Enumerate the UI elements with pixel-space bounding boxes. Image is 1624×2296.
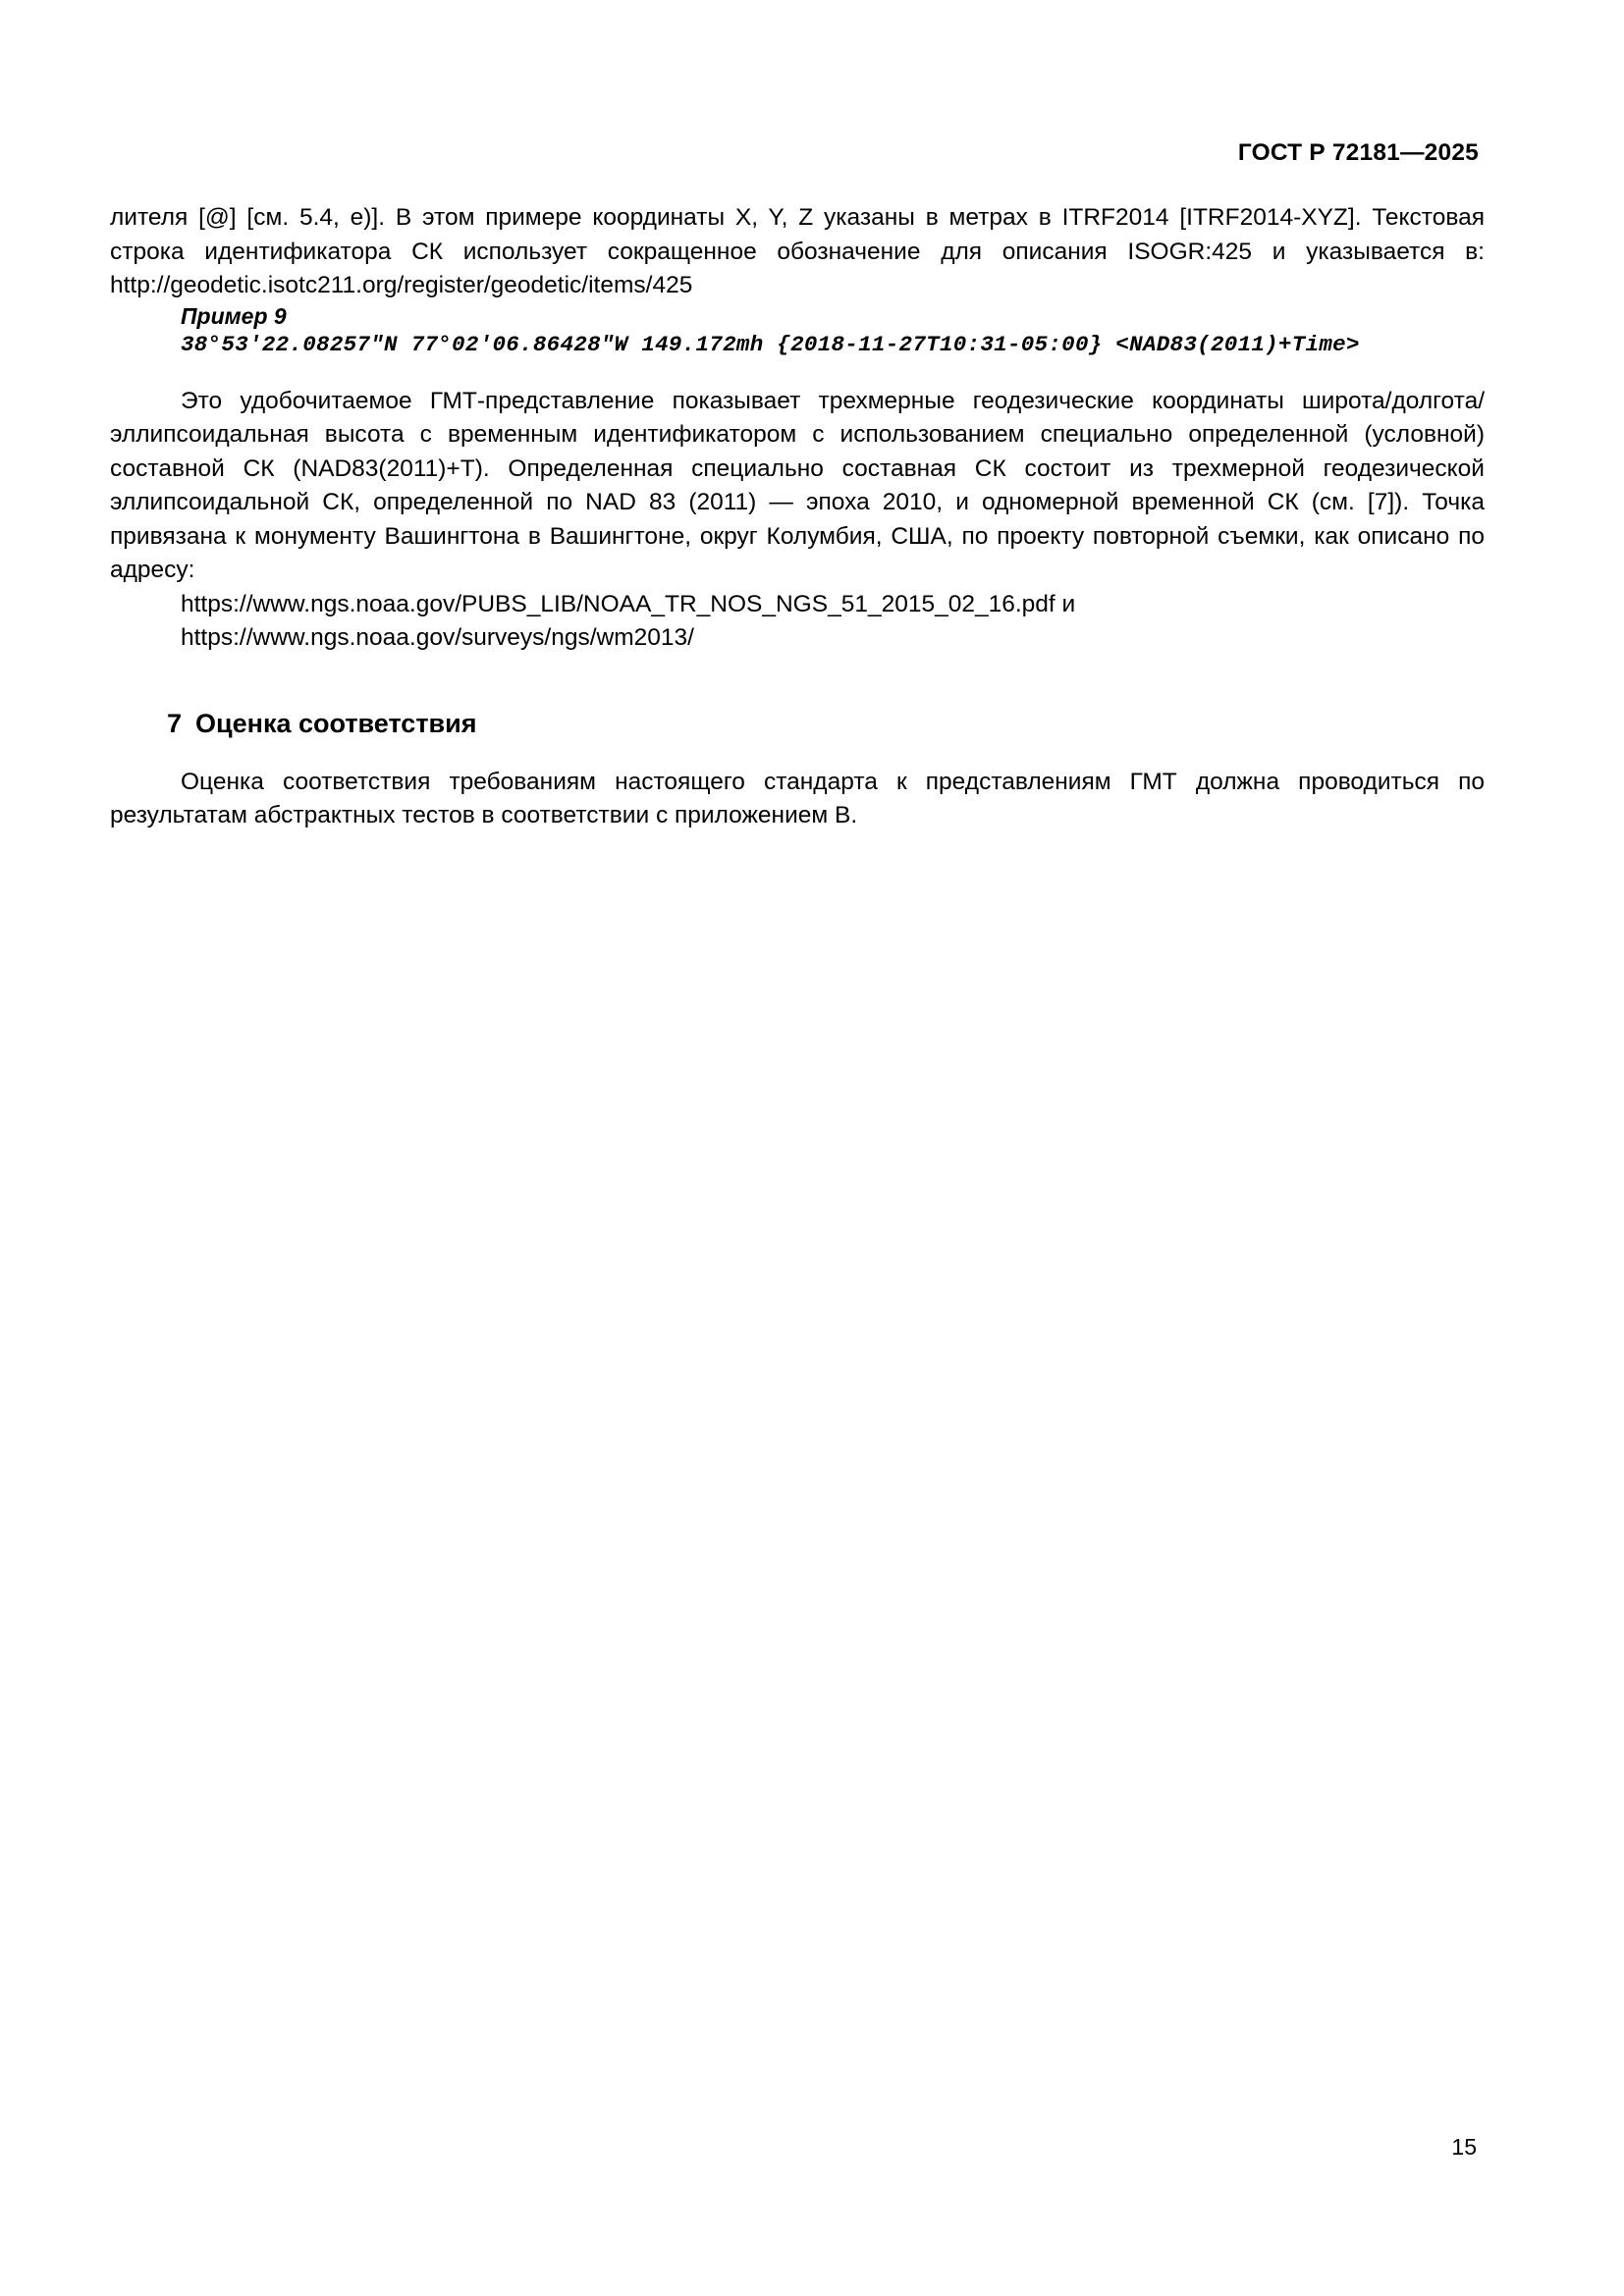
page-number: 15 bbox=[1451, 2134, 1477, 2160]
intro-paragraph: лителя [@] [см. 5.4, e)]. В этом примере координаты X, Y, Z указаны в метрах в ITRF2014 [ITRF2014-XYZ]. Текстовая строка идентификатора СК использует сокращенное обозначение для описания ISOGR:425 и указывается в: http://geodetic.isotc211.org/register/geodetic/items/425 bbox=[110, 204, 1485, 298]
example-code-line: 38°53′22.08257″N 77°02′06.86428″W 149.172mh {2018-11-27T10:31-05:00} <NAD83(2011)+Time> bbox=[181, 331, 1360, 357]
reference-link-1[interactable]: https://www.ngs.noaa.gov/PUBS_LIB/NOAA_TR_NOS_NGS_51_2015_02_16.pdf и bbox=[181, 590, 1076, 617]
section-paragraph: Оценка соответствия требованиям настоящего стандарта к представлениям ГМТ должна проводиться по результатам абстрактных тестов в соответствии с приложением В. bbox=[110, 768, 1485, 828]
section-heading bbox=[110, 707, 1485, 740]
section-number: 7 bbox=[167, 708, 183, 738]
description-paragraph: Это удобочитаемое ГМТ-представление показывает трехмерные геодезические координаты широта/долгота/эллипсоидальная высота с временным идентификатором с использованием специально определенной (условной) составной СК (NAD83(2011)+Т). Определенная специально составная СК состоит из трехмерной геодезической эллипсоидальной СК, определенной по NAD 83 (2011) — эпоха 2010, и одномерной временной СК (см. [7]). Точка привязана к монументу Вашингтона в Вашингтоне, округ Колумбия, США, по проекту повторной съемки, как описано по адресу: bbox=[110, 387, 1485, 583]
example-title: Пример 9 bbox=[181, 302, 287, 329]
section-title: Оценка соответствия bbox=[195, 708, 477, 738]
page-content bbox=[110, 201, 1485, 833]
page-header-standard-ref: ГОСТ Р 72181—2025 bbox=[1237, 139, 1479, 166]
reference-link-2[interactable]: https://www.ngs.noaa.gov/surveys/ngs/wm2013/ bbox=[181, 624, 694, 651]
